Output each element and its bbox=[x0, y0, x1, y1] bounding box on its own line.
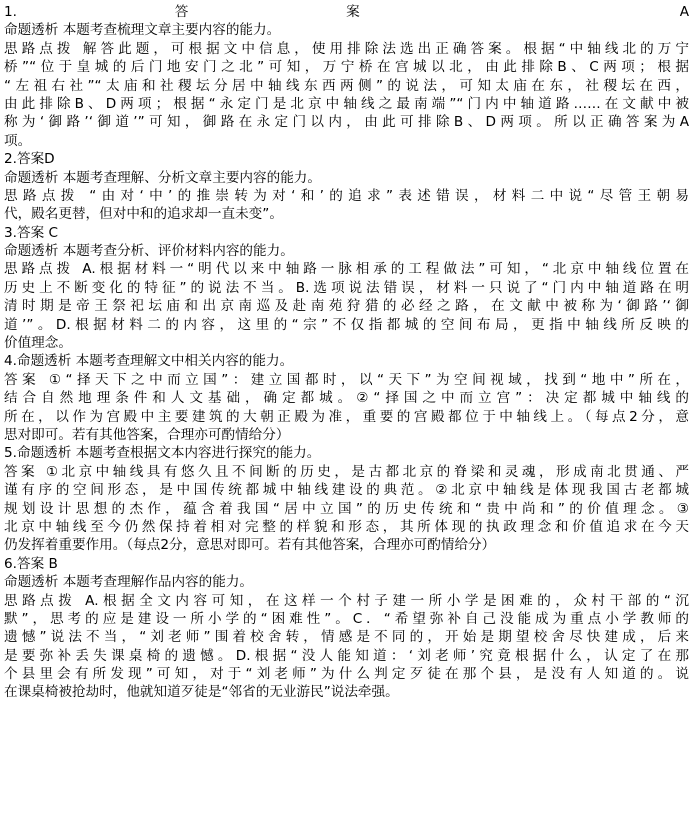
text-line-8: 项。 bbox=[4, 132, 32, 149]
text-line-7: 称为‘御路’‘御道’”可知，御路在永定门以内，由此可排除B、D两项。所以正确答案为A bbox=[4, 114, 689, 131]
text-line-20: 4.命题透析 本题考查理解文中相关内容的能力。 bbox=[4, 353, 294, 370]
text-line-15: 思路点拨 A.根据材料一“明代以来中轴路一脉相承的工程做法”可知，“北京中轴线位置在 bbox=[4, 261, 689, 278]
text-line-22: 结合自然地理条件和人文基础，确定都城。②“择国之中而立宫”：决定都城中轴线的 bbox=[4, 390, 689, 407]
text-line-37: 个县里会有所发现”可知，对于“刘老师”为什么判定歹徒在那个县，是没有人知道的。说 bbox=[4, 666, 689, 683]
text-line-35: 遗憾”说法不当，“刘老师”围着校舍转，情感是不同的，开始是期望校舍尽快建成，后来 bbox=[4, 629, 689, 646]
text-line-9: 2.答案D bbox=[4, 151, 55, 168]
text-line-32: 命题透析 本题考查理解作品内容的能力。 bbox=[4, 574, 254, 591]
text-line-29: 北京中轴线至今仍然保持着相对完整的样貌和形态，其所体现的执政理念和价值追求在今天 bbox=[4, 518, 689, 535]
text-line-26: 答案 ①北京中轴线具有悠久且不间断的历史，是古都北京的脊梁和灵魂，形成南北贯通、严 bbox=[4, 463, 689, 480]
text-line-12: 代，殿名更替，但对中和的追求却一直未变”。 bbox=[4, 206, 283, 223]
text-line-3: 思路点拨 解答此题，可根据文中信息，使用排除法选出正确答案。根据“中轴线北的万宁 bbox=[4, 40, 689, 57]
text-line-38: 在课桌椅被抢劫时，他就知道歹徒是“邻省的无业游民”说法牵强。 bbox=[4, 684, 399, 701]
text-line-36: 是要弥补丢失课桌椅的遗憾。D.根据“没人能知道：‘刘老师’究竟根据什么，认定了在那 bbox=[4, 647, 689, 664]
text-line-17: 清时期是帝王祭祀坛庙和出京南巡及赴南苑狩猎的必经之路，在文献中被称为‘御路’‘御 bbox=[4, 298, 689, 315]
text-line-30: 仍发挥着重要作用。（每点2分，意思对即可。若有其他答案，合理亦可酌情给分） bbox=[4, 537, 496, 554]
text-line-28: 规划设计思想的杰作，蕴含着我国“居中立国”的历史传统和“贵中尚和”的价值理念。③ bbox=[4, 500, 689, 517]
text-line-14: 命题透析 本题考查分析、评价材料内容的能力。 bbox=[4, 243, 294, 260]
text-line-16: 历史上不断变化的特征”的说法不当。B.选项说法错误，材料一只说了“门内中轴道路在明 bbox=[4, 279, 689, 296]
text-line-1: 1.答案 A bbox=[4, 4, 689, 20]
text-line-13: 3.答案 C bbox=[4, 224, 58, 241]
text-line-11: 思路点拨 “由对‘中’的推崇转为对‘和’的追求”表述错误，材料二中说“尽管王朝易 bbox=[4, 187, 689, 204]
text-line-2: 命题透析 本题考查梳理文章主要内容的能力。 bbox=[4, 22, 281, 39]
text-line-23: 所在，以作为宫殿中主要建筑的大朝正殿为准，重要的宫殿都位于中轴线上。（每点2分，意 bbox=[4, 408, 689, 425]
text-line-4: 桥”“位于皇城的后门地安门之北”可知，万宁桥在宫城以北，由此排除B、C两项；根据 bbox=[4, 59, 689, 76]
text-line-6: 由此排除B、D两项；根据“永定门是北京中轴线之最南端”“门内中轴道路……在文献中被 bbox=[4, 95, 689, 112]
text-line-27: 谨有序的空间形态，是中国传统都城中轴线建设的典范。②北京中轴线是体现我国古老都城 bbox=[4, 482, 689, 499]
text-line-33: 思路点拨 A.根据全文内容可知，在这样一个村子建一所小学是困难的，众村干部的“沉 bbox=[4, 592, 689, 609]
text-line-25: 5.命题透析 本题考查根据文本内容进行探究的能力。 bbox=[4, 445, 321, 462]
text-line-34: 默”，思考的应是建设一所小学的“困难性”。C．“希望弥补自己没能成为重点小学教师的 bbox=[4, 610, 689, 627]
text-line-18: 道’”。D.根据材料二的内容，这里的“宗”不仅指都城的空间布局，更指中轴线所反映的 bbox=[4, 316, 689, 333]
text-line-19: 价值理念。 bbox=[4, 335, 72, 352]
text-line-5: “左祖右社”“太庙和社稷坛分居中轴线东西两侧”的说法，可知太庙在东，社稷坛在西， bbox=[4, 77, 689, 94]
text-line-24: 思对即可。若有其他答案，合理亦可酌情给分） bbox=[4, 426, 290, 443]
text-line-31: 6.答案 B bbox=[4, 555, 58, 572]
text-line-10: 命题透析 本题考查理解、分析文章主要内容的能力。 bbox=[4, 169, 321, 186]
text-line-21: 答案 ①“择天下之中而立国”：建立国都时，以“天下”为空间视域，找到“地中”所在， bbox=[4, 371, 689, 388]
